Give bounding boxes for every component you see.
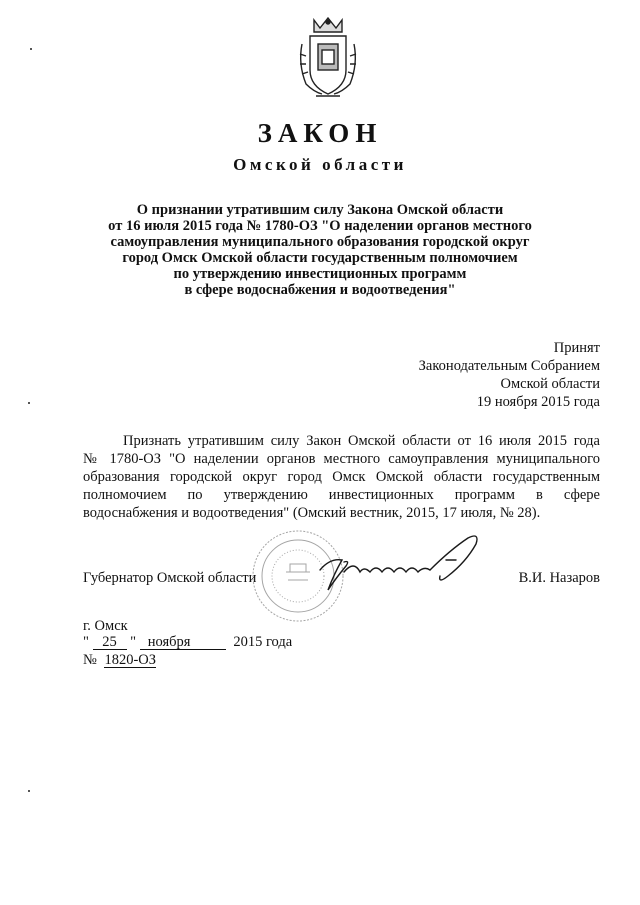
law-number xyxy=(83,652,156,669)
number-prefix: № xyxy=(83,652,97,668)
date-year: 2015 года xyxy=(233,634,293,650)
law-name-line: город Омск Омской области государственным полномочием xyxy=(122,250,518,266)
adopted-region: Омской области xyxy=(500,376,600,392)
margin-mark xyxy=(28,402,30,404)
adopted-by: Законодательным Собранием xyxy=(418,358,600,374)
adopted-label: Принят xyxy=(553,340,600,356)
margin-mark xyxy=(30,48,32,50)
law-name-line: по утверждению инвестиционных программ xyxy=(173,266,467,282)
body-line: образования городской округ город Омск Омской области государственным xyxy=(83,469,600,485)
governor-title: Губернатор Омской области xyxy=(83,570,257,586)
law-name-line: О признании утратившим силу Закона Омской области xyxy=(136,202,504,218)
coat-of-arms-icon xyxy=(296,14,360,100)
law-name-line: в сфере водоснабжения и водоотведения" xyxy=(184,282,456,298)
signing-date xyxy=(83,634,292,651)
law-name-line: самоуправления муниципального образования городской округ xyxy=(110,234,530,250)
governor-name: В.И. Назаров xyxy=(518,570,600,586)
law-name-line: от 16 июля 2015 года № 1780-ОЗ "О наделении органов местного xyxy=(108,218,532,234)
city-label: г. Омск xyxy=(83,618,128,634)
law-name-heading xyxy=(0,202,640,298)
body-line: Признать утратившим силу Закон Омской области от 16 июля 2015 года xyxy=(123,433,600,449)
date-day: 25 xyxy=(93,635,127,650)
date-quote-open: " xyxy=(83,634,89,650)
body-line: полномочием по утверждению инвестиционных программ в сфере xyxy=(83,487,600,503)
signature-icon xyxy=(280,530,500,600)
date-quote-close: " xyxy=(130,634,137,650)
document-subtitle: Омской области xyxy=(233,155,407,174)
number-value: 1820-ОЗ xyxy=(104,652,157,668)
body-line: водоснабжения и водоотведения" (Омский вестник, 2015, 17 июля, № 28). xyxy=(83,505,541,521)
adopted-date: 19 ноября 2015 года xyxy=(476,394,600,410)
body-line: № 1780-ОЗ "О наделении органов местного самоуправления муниципального xyxy=(83,451,600,467)
date-month: ноября xyxy=(140,635,226,650)
adoption-block xyxy=(300,339,600,411)
law-body xyxy=(83,432,600,522)
document-title: ЗАКОН xyxy=(257,118,383,148)
margin-mark xyxy=(28,790,30,792)
